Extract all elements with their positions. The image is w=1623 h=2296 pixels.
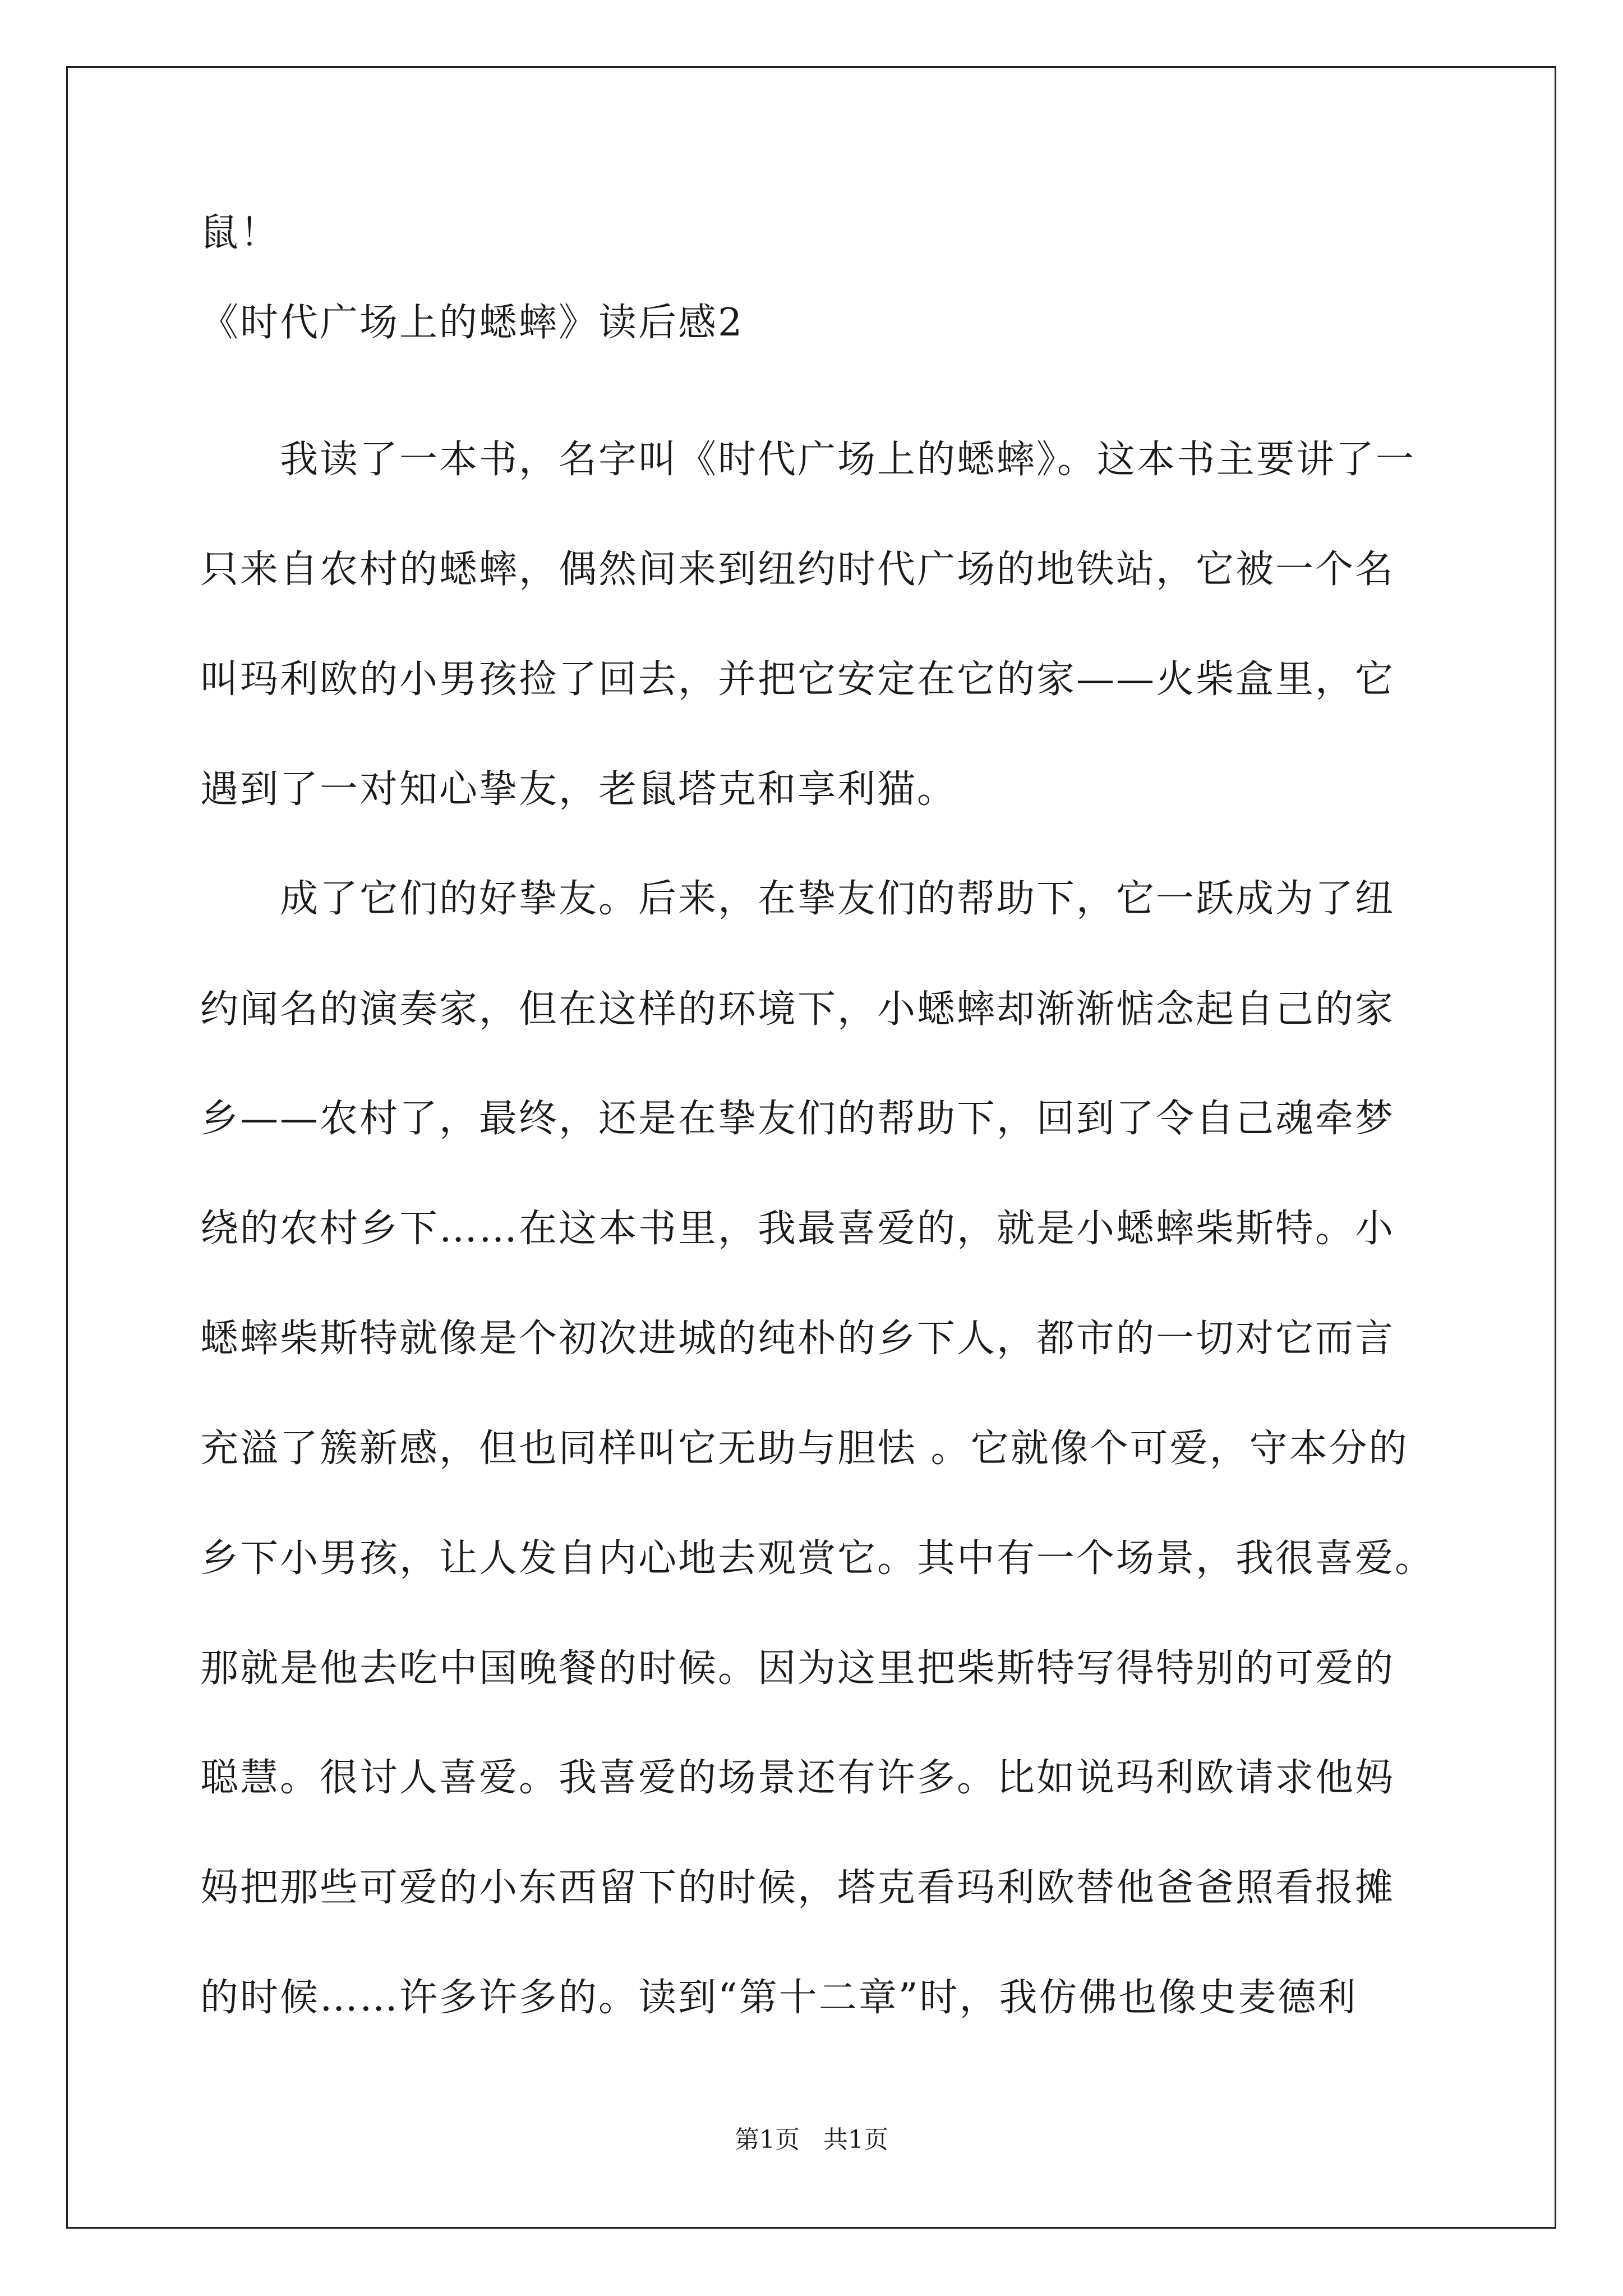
body-line-4: 只来自农村的蟋蟀，偶然间来到纽约时代广场的地铁站，它被一个名 [200, 547, 1395, 592]
body-line-9: 乡——农村了，最终，还是在挚友们的帮助下，回到了令自己魂牵梦 [200, 1097, 1395, 1141]
body-line-17: 的时候……许多许多的。读到“第十二章”时，我仿佛也像史麦德利 [200, 1976, 1358, 2020]
body-line-3: 我读了一本书，名字叫《时代广场上的蟋蟀》。这本书主要讲了一 [200, 438, 1416, 482]
body-line-14: 那就是他去吃中国晚餐的时候。因为这里把柴斯特写得特别的可爱的 [200, 1646, 1395, 1691]
body-line-6: 遇到了一对知心挚友，老鼠塔克和享利猫。 [200, 767, 957, 812]
body-line-12: 充溢了簇新感，但也同样叫它无助与胆怯 。它就像个可爱，守本分的 [200, 1427, 1409, 1471]
section-heading: 《时代广场上的蟋蟀》读后感2 [200, 301, 744, 345]
body-line-15: 聪慧。很讨人喜爱。我喜爱的场景还有许多。比如说玛利欧请求他妈 [200, 1756, 1395, 1800]
body-line-8: 约闻名的演奏家，但在这样的环境下，小蟋蟀却渐渐惦念起自己的家 [200, 987, 1395, 1032]
body-line-11: 蟋蟀柴斯特就像是个初次进城的纯朴的乡下人，都市的一切对它而言 [200, 1317, 1395, 1361]
body-line-7: 成了它们的好挚友。后来，在挚友们的帮助下，它一跃成为了纽 [200, 877, 1395, 921]
body-line-1: 鼠！ [200, 211, 280, 255]
body-line-13: 乡下小男孩，让人发自内心地去观赏它。其中有一个场景，我很喜爱。 [200, 1536, 1435, 1581]
page-footer: 第1页 共1页 [735, 2125, 888, 2154]
body-line-5: 叫玛利欧的小男孩捡了回去，并把它安定在它的家——火柴盒里，它 [200, 657, 1395, 702]
body-line-16: 妈把那些可爱的小东西留下的时候，塔克看玛利欧替他爸爸照看报摊 [200, 1866, 1395, 1910]
body-line-10: 绕的农村乡下……在这本书里，我最喜爱的，就是小蟋蟀柴斯特。小 [200, 1207, 1395, 1251]
